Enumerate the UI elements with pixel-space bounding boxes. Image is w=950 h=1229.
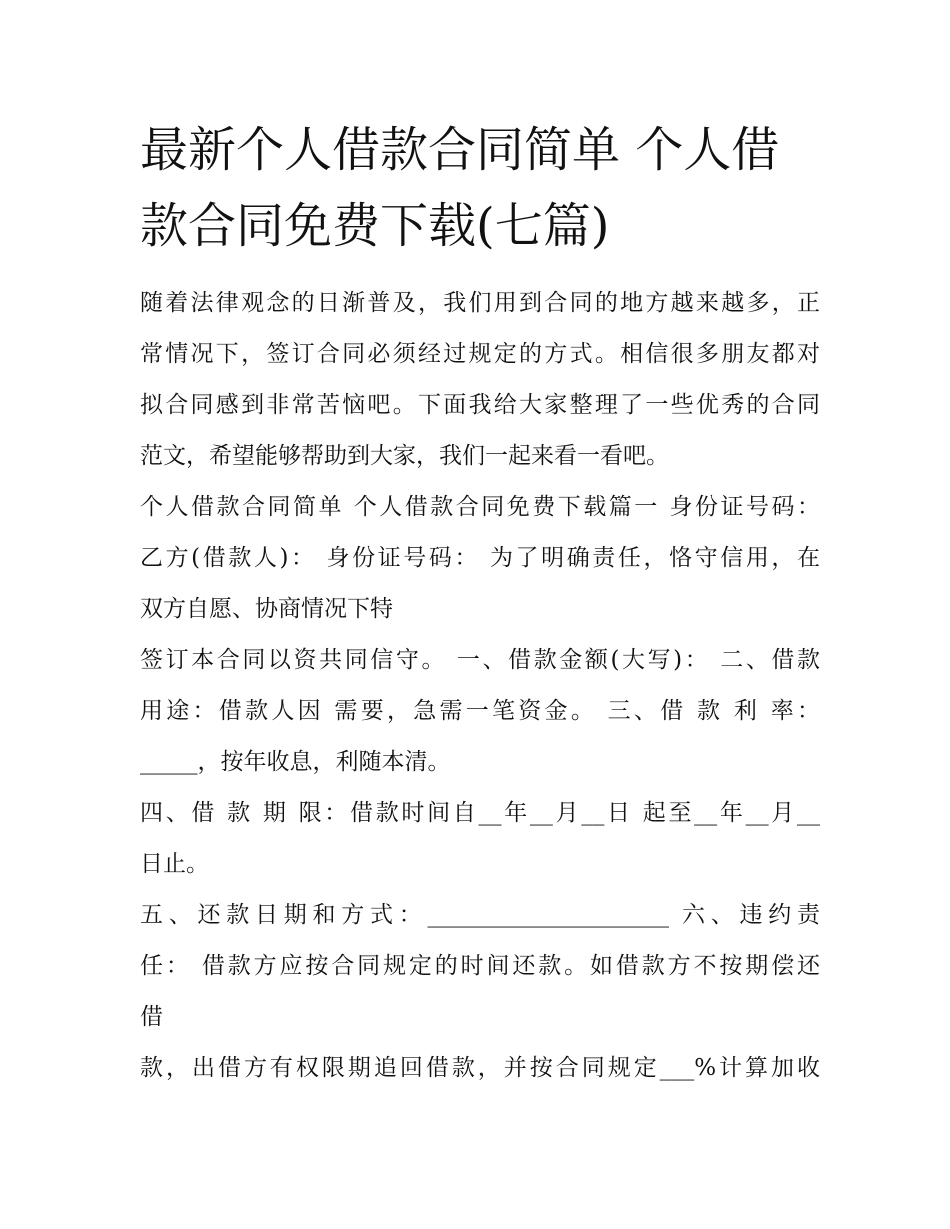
body-line: 五、还款日期和方式：_____________________ 六、违约责 [140,902,820,928]
body-line: 任： 借款方应按合同规定的时间还款。如借款方不按期偿还 [140,953,820,979]
body-line: 借 [140,1004,163,1030]
body-line: 款，出借方有权限期追回借款，并按合同规定___%计算加收 [140,1055,820,1081]
body-line: 范文，希望能够帮助到大家，我们一起来看一看吧。 [140,443,669,469]
title-line: 款合同免费下载(七篇) [140,198,610,254]
document-body [140,278,820,1094]
document-title [140,112,820,264]
body-line: 常情况下，签订合同必须经过规定的方式。相信很多朋友都对 [140,341,820,367]
body-line: _____，按年收息，利随本清。 [140,749,451,775]
title-line: 最新个人借款合同简单 个人借 [140,122,780,178]
body-line: 乙方(借款人)： 身份证号码： 为了明确责任，恪守信用，在 [140,545,820,571]
body-line: 四、借 款 期 限：借款时间自__年__月__日 起至__年__月__ [140,800,820,826]
body-line: 签订本合同以资共同信守。 一、借款金额(大写)： 二、借款 [140,647,820,673]
body-line: 双方自愿、协商情况下特 [140,596,393,622]
body-line: 拟合同感到非常苦恼吧。下面我给大家整理了一些优秀的合同 [140,392,820,418]
body-line: 用途：借款人因 需要，急需一笔资金。 三、借 款 利 率： [140,698,820,724]
body-line: 个人借款合同简单 个人借款合同免费下载篇一 身份证号码： [140,494,820,520]
body-line: 随着法律观念的日渐普及，我们用到合同的地方越来越多，正 [140,290,820,316]
body-line: 日止。 [140,851,209,877]
